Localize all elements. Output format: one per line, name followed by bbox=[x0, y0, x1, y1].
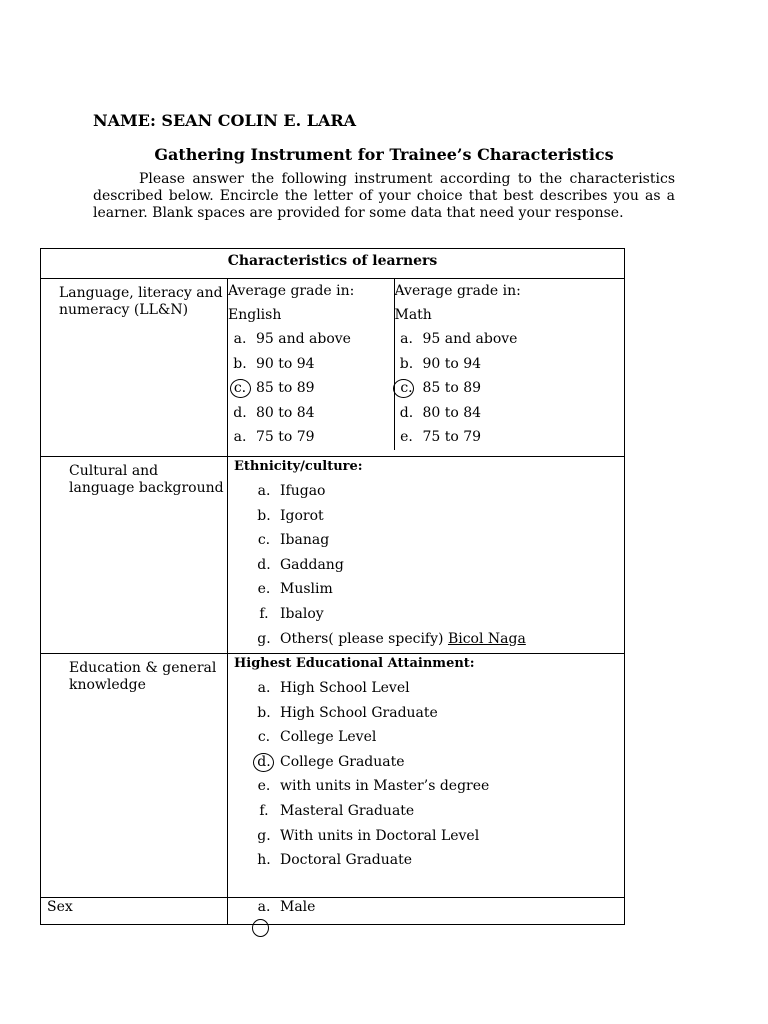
math-options bbox=[395, 327, 626, 450]
option-item[interactable] bbox=[252, 676, 624, 701]
option-item[interactable] bbox=[252, 824, 624, 849]
option-letter: c. bbox=[400, 380, 413, 397]
option-letter: a. bbox=[257, 483, 271, 499]
option-letter: h. bbox=[257, 852, 271, 869]
llen-answers bbox=[228, 279, 625, 457]
option-item[interactable] bbox=[395, 425, 626, 450]
option-text: Gaddang bbox=[280, 556, 344, 573]
english-label: Average grade in: bbox=[228, 283, 355, 299]
option-text: High School Graduate bbox=[280, 704, 438, 721]
respondent-name: NAME: SEAN COLIN E. LARA bbox=[93, 111, 357, 130]
option-text: 90 to 94 bbox=[256, 355, 315, 372]
option-item[interactable] bbox=[252, 577, 624, 602]
option-text: Ibaloy bbox=[280, 605, 324, 622]
option-item[interactable] bbox=[252, 553, 624, 578]
option-item[interactable] bbox=[252, 479, 624, 504]
option-letter: e. bbox=[257, 581, 271, 598]
grade-columns bbox=[228, 279, 625, 450]
option-text: 85 to 89 bbox=[256, 380, 315, 397]
option-text: With units in Doctoral Level bbox=[280, 827, 480, 844]
culture-options bbox=[228, 479, 624, 651]
option-item[interactable] bbox=[395, 352, 626, 377]
option-letter: e. bbox=[400, 429, 413, 446]
option-item[interactable] bbox=[228, 401, 394, 426]
option-text: Muslim bbox=[280, 581, 333, 598]
form-title: Gathering Instrument for Trainee’s Characteristics bbox=[154, 145, 614, 164]
option-letter: a. bbox=[233, 331, 247, 347]
option-item[interactable] bbox=[252, 895, 624, 920]
option-letter: g. bbox=[257, 630, 271, 647]
option-letter: b. bbox=[257, 507, 271, 524]
math-column bbox=[394, 279, 625, 450]
option-item[interactable] bbox=[252, 725, 624, 750]
option-letter: d. bbox=[233, 404, 247, 421]
category-llen: Language, literacy and numeracy (LL&N) bbox=[41, 279, 228, 457]
option-letter: c. bbox=[233, 380, 247, 397]
option-text: Ibanag bbox=[280, 532, 330, 549]
option-item[interactable] bbox=[252, 774, 624, 799]
option-text: with units in Master’s degree bbox=[280, 778, 490, 795]
math-label: Average grade in: bbox=[394, 283, 521, 299]
option-text: 80 to 84 bbox=[422, 404, 482, 421]
option-text: High School Level bbox=[280, 680, 410, 696]
option-letter: b. bbox=[257, 704, 271, 721]
option-text: 75 to 79 bbox=[256, 429, 315, 446]
table-header: Characteristics of learners bbox=[41, 249, 625, 279]
instructions-text: Please answer the following instrument according to the characteristics described below. Encircle the letter of your choice that best describes you as a learner. Blank spaces are provided for some data that need your response. bbox=[93, 171, 675, 221]
option-item[interactable] bbox=[252, 528, 624, 553]
english-column bbox=[228, 279, 394, 450]
option-text: College Level bbox=[280, 729, 377, 746]
instructions bbox=[93, 171, 675, 222]
option-text: 75 to 79 bbox=[422, 429, 482, 446]
math-subject: Math bbox=[394, 307, 432, 323]
option-letter: d. bbox=[257, 556, 271, 573]
culture-answers bbox=[228, 457, 625, 654]
option-item[interactable] bbox=[228, 327, 394, 352]
option-letter: d. bbox=[399, 404, 414, 421]
option-letter: a. bbox=[257, 680, 271, 696]
option-letter: a. bbox=[400, 331, 413, 347]
option-item[interactable] bbox=[228, 352, 394, 377]
option-letter: g. bbox=[257, 827, 271, 844]
option-text: 80 to 84 bbox=[256, 404, 315, 421]
option-letter: a. bbox=[257, 899, 271, 915]
option-text: 90 to 94 bbox=[422, 355, 482, 372]
option-text: 85 to 89 bbox=[422, 380, 482, 397]
option-letter: c. bbox=[257, 729, 271, 746]
option-letter: f. bbox=[259, 802, 269, 819]
option-text: Male bbox=[280, 899, 316, 915]
option-text: 95 and above bbox=[422, 331, 518, 347]
option-item[interactable] bbox=[252, 848, 624, 873]
option-letter: c. bbox=[257, 532, 271, 549]
option-letter: b. bbox=[233, 355, 247, 372]
sex-options bbox=[228, 895, 624, 920]
option-item[interactable] bbox=[252, 750, 624, 775]
option-item[interactable] bbox=[395, 327, 626, 352]
option-item[interactable] bbox=[252, 799, 624, 824]
characteristics-table bbox=[40, 248, 625, 925]
option-text: College Graduate bbox=[280, 753, 405, 770]
education-heading: Highest Educational Attainment: bbox=[234, 656, 475, 671]
education-options bbox=[228, 676, 624, 873]
written-answer: Bicol Naga bbox=[447, 630, 526, 647]
option-item[interactable] bbox=[228, 376, 394, 401]
option-letter: f. bbox=[259, 605, 269, 622]
option-text: Doctoral Graduate bbox=[280, 852, 412, 869]
option-text: Masteral Graduate bbox=[280, 802, 415, 819]
option-item[interactable] bbox=[228, 425, 394, 450]
option-text: 95 and above bbox=[256, 331, 351, 347]
option-letter: b. bbox=[399, 355, 414, 372]
option-item[interactable] bbox=[252, 701, 624, 726]
option-text: Ifugao bbox=[280, 483, 326, 499]
category-culture: Cultural and language background bbox=[41, 457, 228, 654]
category-sex: Sex bbox=[41, 898, 228, 925]
option-item[interactable] bbox=[395, 376, 626, 401]
option-text: Others( please specify) bbox=[280, 630, 444, 647]
category-education: Education & general knowledge bbox=[41, 654, 228, 898]
option-item[interactable] bbox=[252, 504, 624, 529]
option-letter: e. bbox=[257, 778, 271, 795]
option-item[interactable] bbox=[252, 627, 624, 652]
option-letter: d. bbox=[257, 753, 271, 770]
english-options bbox=[228, 327, 394, 450]
option-item[interactable] bbox=[395, 401, 626, 426]
option-item[interactable] bbox=[252, 602, 624, 627]
education-answers bbox=[228, 654, 625, 898]
culture-heading: Ethnicity/culture: bbox=[234, 459, 363, 474]
sex-answers bbox=[228, 898, 625, 925]
answer-circle-mark bbox=[252, 919, 269, 937]
option-letter: a. bbox=[233, 429, 247, 446]
option-text: Igorot bbox=[280, 507, 324, 524]
english-subject: English bbox=[228, 307, 282, 323]
